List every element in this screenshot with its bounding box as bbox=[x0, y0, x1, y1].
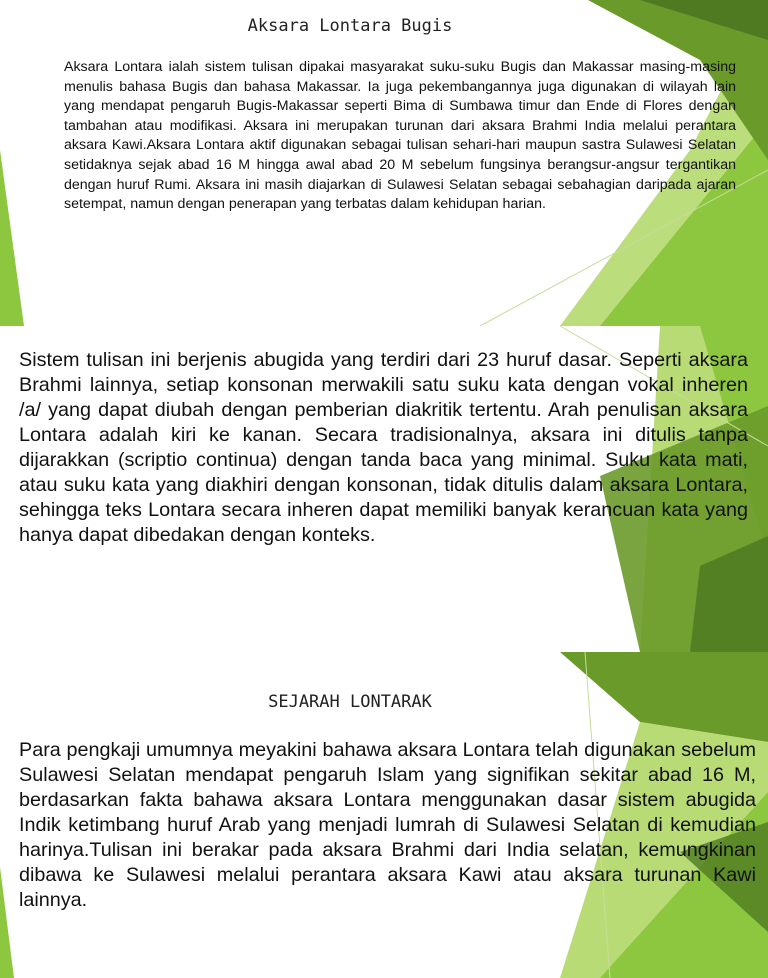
slide-1 bbox=[0, 0, 768, 326]
slide-paragraph: Sistem tulisan ini berjenis abugida yang terdiri dari 23 huruf dasar. Seperti aksara Brahmi lainnya, setiap konsonan merwakili satu suku kata dengan vokal inheren /a/ yang dapat diubah dengan pemberian diakritik tertentu. Arah penulisan aksara Lontara adalah kiri ke kanan. Secara tradisionalnya, aksara ini ditulis tanpa dijarakkan (scriptio continua) dengan tanda baca yang minimal. Suku kata mati, atau suku kata yang diakhiri dengan konsonan, tidak ditulis dalam aksara Lontara, sehingga teks Lontara secara inheren dapat memiliki banyak kerancuan kata yang hanya dapat dibedakan dengan konteks. bbox=[19, 349, 748, 546]
slide-paragraph: Para pengkaji umumnya meyakini bahawa aksara Lontara telah digunakan sebelum Sulawesi Selatan mendapat pengaruh Islam yang signifikan sekitar abad 16 M, berdasarkan fakta bahawa aksara Lontara menggunakan dasar sistem abugida Indik ketimbang huruf Arab yang menjadi lumrah di Sulawesi Selatan di kemudian harinya.Tulisan ini berakar pada aksara Brahmi dari India selatan, kemungkinan dibawa ke Sulawesi melalui perantara aksara Kawi atau aksara turunan Kawi lainnya. bbox=[19, 739, 756, 911]
slide-3 bbox=[0, 652, 768, 978]
slide-title: SEJARAH LONTARAK bbox=[268, 692, 432, 712]
left-edge-triangle bbox=[0, 867, 14, 978]
left-edge-triangle bbox=[0, 150, 24, 326]
slide-title: Aksara Lontara Bugis bbox=[247, 16, 453, 36]
slide-2 bbox=[0, 326, 768, 652]
slide-paragraph: Aksara Lontara ialah sistem tulisan dipakai masyarakat suku-suku Bugis dan Makassar masing-masing menulis bahasa Bugis dan bahasa Makassar. Ia juga pekembangannya juga digunakan di wilayah lain yang mendapat pengaruh Bugis-Makassar seperti Bima di Sumbawa timur dan Ende di Flores dengan tambahan atau modifikasi. Aksara ini merupakan turunan dari aksara Brahmi India melalui perantara aksara Kawi.Aksara Lontara aktif digunakan sebagai tulisan sehari-hari maupun sastra Sulawesi Selatan setidaknya sejak abad 16 M hingga awal abad 20 M sebelum fungsinya berangsur-angsur tergantikan dengan huruf Rumi. Aksara ini masih diajarkan di Sulawesi Selatan sebagai sebahagian daripada ajaran setempat, namun dengan penerapan yang terbatas dalam kehidupan harian. bbox=[64, 59, 736, 213]
